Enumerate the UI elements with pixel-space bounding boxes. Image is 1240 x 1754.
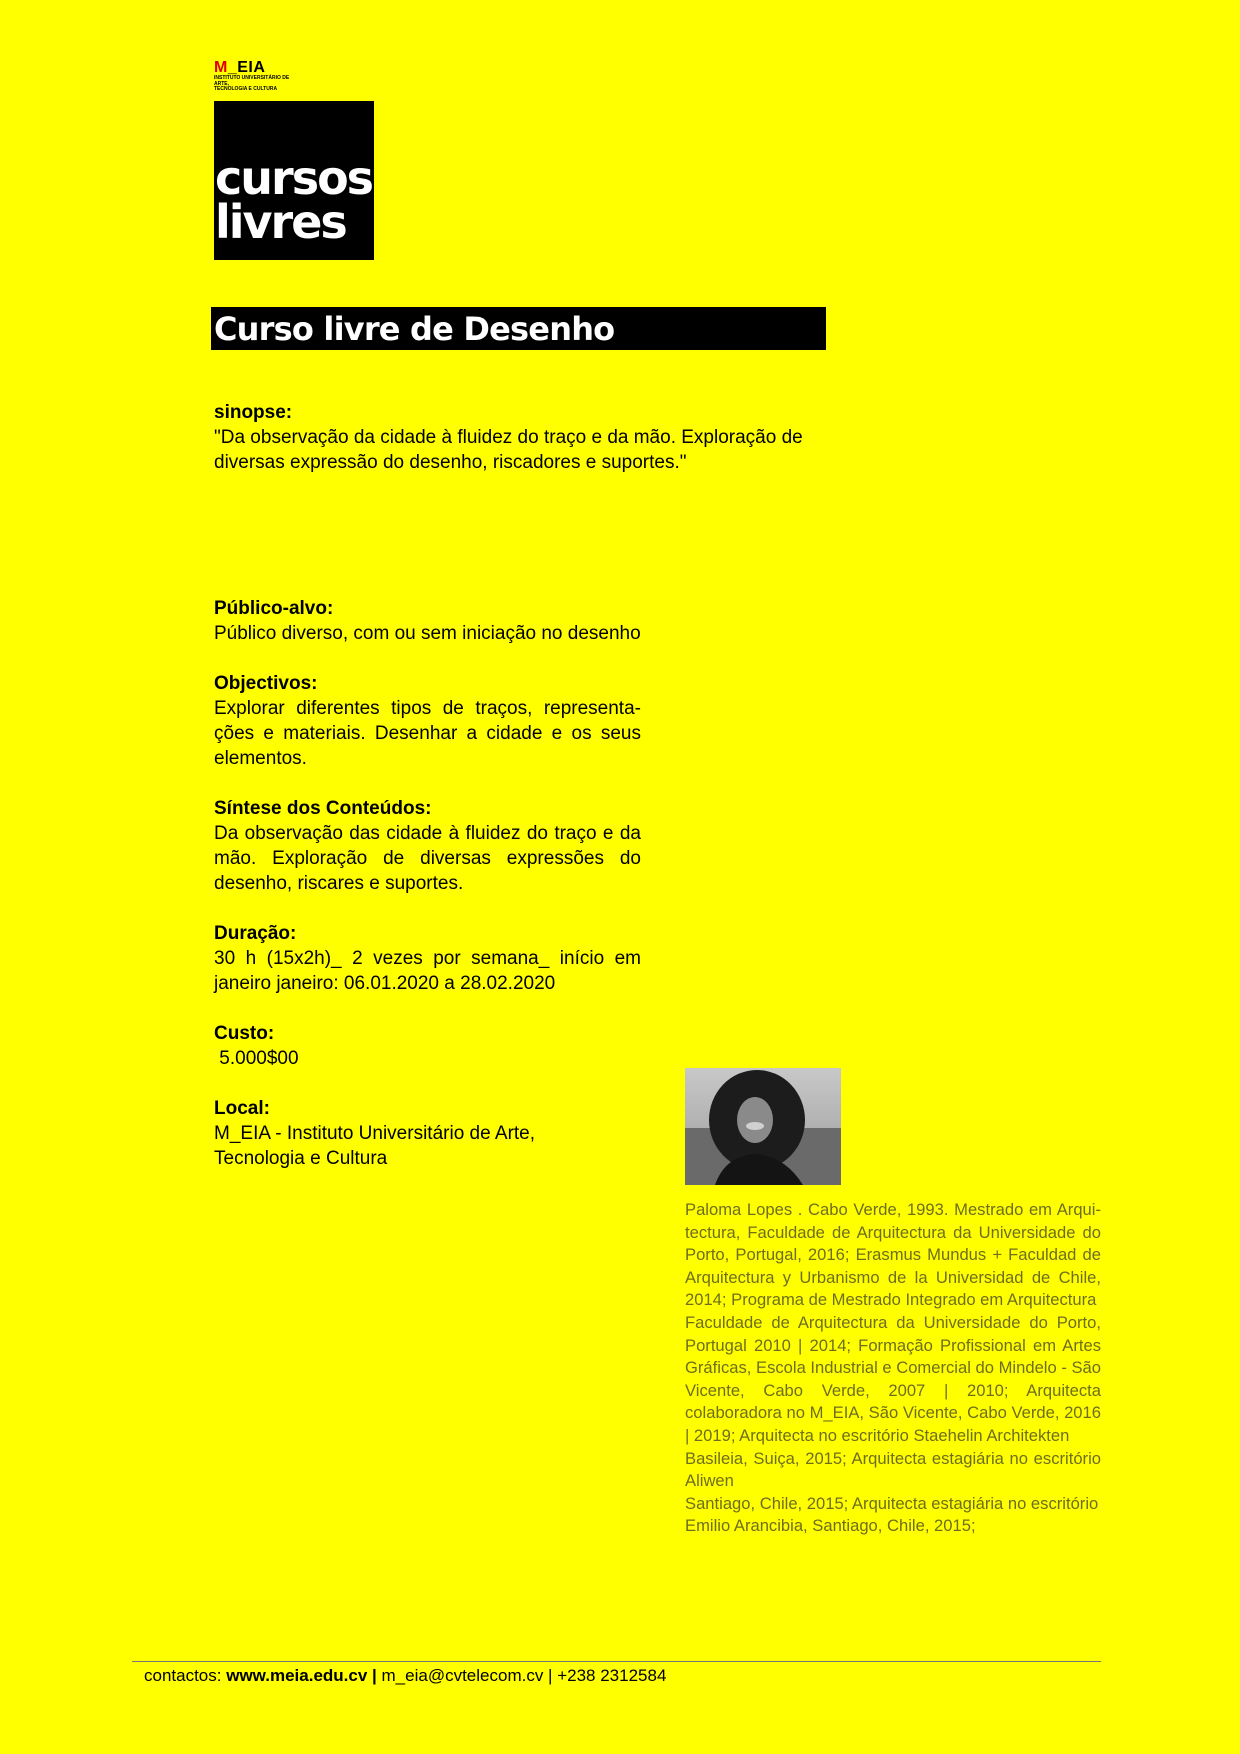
section-local — [214, 1096, 641, 1171]
sinopse-label: sinopse: — [214, 402, 293, 423]
section-label: Público-alvo: — [214, 598, 334, 619]
footer-phone: +238 2312584 — [557, 1666, 667, 1685]
bio-paragraph: Paloma Lopes . Cabo Verde, 1993. Mestrado em Arquitectura, Faculdade de Arquitectura da Universidade do Porto, Portugal, 2016; Erasmus Mundus + Faculdad de Arquitectura y Urbanismo de la Universidad de Chile, 2014; Programa de Mestrado Integrado em Arquitectura — [685, 1200, 1101, 1310]
section-value: 30 h (15x2h)_ 2 vezes por semana_ início em janeiro janeiro: 06.01.2020 a 28.02.2020 — [214, 948, 641, 994]
brand-line-2: livres — [215, 195, 346, 249]
bio-paragraph: Santiago, Chile, 2015; Arquitecta estagiária no escritório Emilio Arancibia, Santiago, Chile, 2015; — [685, 1493, 1099, 1536]
section-objectivos — [214, 671, 641, 771]
section-value: M_EIA - Instituto Universitário de Arte, Tecnologia e Cultura — [214, 1123, 536, 1169]
section-publico-alvo — [214, 596, 641, 646]
section-label: Síntese dos Conteúdos: — [214, 798, 432, 819]
section-label: Custo: — [214, 1023, 275, 1044]
logo-mark — [214, 60, 304, 76]
bio-paragraph: Basileia, Suiça, 2015; Arquitecta estagiária no escritório Aliwen — [685, 1448, 1101, 1491]
section-sintese-conteudos — [214, 796, 641, 896]
footer-prefix: contactos: — [144, 1666, 227, 1685]
section-duracao — [214, 921, 641, 996]
sinopse-section — [214, 400, 826, 475]
sinopse-text: "Da observação da cidade à fluidez do traço e da mão. Exploração de diversas expressão do desenho, riscadores e suportes." — [214, 427, 803, 473]
section-label: Objectivos: — [214, 673, 318, 694]
logo-mark-rest: _EIA — [227, 59, 266, 76]
footer-divider — [132, 1661, 1101, 1662]
instructor-bio — [685, 1199, 1101, 1538]
institution-logo — [214, 60, 304, 93]
section-value: Explorar diferentes tipos de traços, representações e materiais. Desenhar a cidade e os seus elementos. — [214, 698, 641, 769]
logo-subtitle-line-2: TECNOLOGIA E CULTURA — [214, 86, 278, 92]
section-label: Duração: — [214, 923, 297, 944]
footer-contacts — [144, 1666, 666, 1686]
footer-email[interactable]: m_eia@cvtelecom.cv — [381, 1666, 544, 1685]
course-info — [214, 596, 641, 1196]
bio-paragraph: Faculdade de Arquitectura da Universidade do Porto, Portugal 2010 | 2014; Formação Profissional em Artes Gráficas, Escola Industrial e Comercial do Mindelo - São Vicente, Cabo Verde, 2007 | 2010; Arquitecta colaboradora no M_EIA, São Vicente, Cabo Verde, 2016 | 2019; Arquitecta no escritório Staehelin Architekten — [685, 1312, 1101, 1445]
section-custo — [214, 1021, 641, 1071]
section-value: 5.000$00 — [214, 1048, 299, 1069]
footer-website[interactable]: www.meia.edu.cv — [226, 1666, 368, 1685]
logo-mark-m: M — [214, 59, 228, 76]
instructor-photo — [685, 1068, 841, 1185]
footer-separator: | — [543, 1666, 558, 1685]
logo-subtitle — [214, 76, 304, 93]
logo-subtitle-line-1: INSTITUTO UNIVERSITÁRIO DE ARTE, — [214, 75, 290, 87]
section-label: Local: — [214, 1098, 270, 1119]
brand-line-1: cursos — [215, 151, 373, 205]
section-value: Da observação das cidade à fluidez do traço e da mão. Exploração de diversas expressões do desenho, riscares e suportes. — [214, 823, 641, 894]
section-value: Público diverso, com ou sem iniciação no desenho — [214, 623, 641, 644]
footer-separator: | — [367, 1666, 382, 1685]
cursos-livres-box — [214, 101, 374, 260]
course-title: Curso livre de Desenho — [214, 310, 615, 348]
course-title-bar — [211, 307, 826, 350]
